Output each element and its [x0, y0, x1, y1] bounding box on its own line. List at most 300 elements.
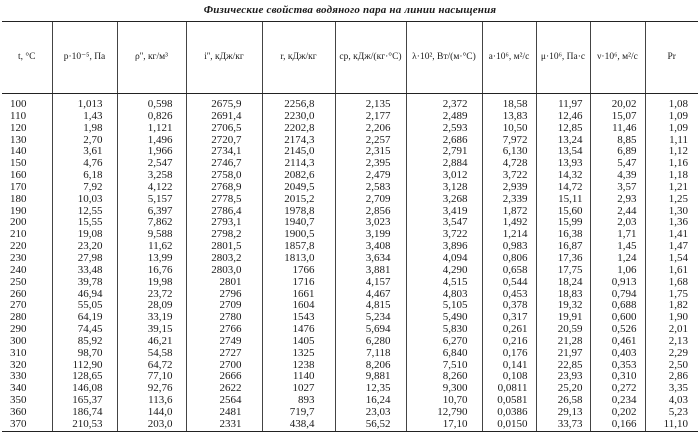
table-cell: 22,85	[557, 358, 583, 371]
column-enthalpy	[186, 94, 262, 432]
table-cell: 360	[10, 405, 27, 418]
table-cell: 23,93	[557, 370, 583, 383]
table-cell: 0,0150	[497, 417, 528, 430]
table-cell: 7,972	[502, 133, 528, 146]
table-cell: 74,45	[77, 323, 103, 336]
table-cell: 2709	[219, 299, 242, 312]
table-cell: 2,856	[365, 204, 391, 217]
table-cell: 6,840	[442, 346, 468, 359]
table-cell: 14,32	[557, 169, 583, 182]
table-cell: 13,99	[147, 251, 173, 264]
table-cell: 2174,3	[284, 133, 315, 146]
table-cell: 2,03	[617, 216, 637, 229]
table-cell: 2666	[219, 370, 242, 383]
table-cell: 12,46	[557, 109, 583, 122]
table-cell: 1,08	[668, 98, 688, 110]
table-cell: 128,65	[72, 370, 103, 383]
table-cell: 3,199	[365, 228, 391, 241]
table-cell: 0,403	[611, 346, 637, 359]
table-cell: 98,70	[77, 346, 103, 359]
table-cell: 2796	[219, 287, 242, 300]
table-cell: 2,372	[442, 98, 468, 110]
table-cell: 2700	[219, 358, 242, 371]
table-cell: 64,19	[77, 311, 103, 324]
table-cell: 2,93	[617, 192, 637, 205]
table-cell: 2,479	[365, 169, 391, 182]
table-cell: 2801,5	[211, 240, 242, 253]
table-cell: 8,206	[365, 358, 391, 371]
table-cell: 4,03	[668, 394, 688, 407]
table-cell: 2675,9	[211, 98, 242, 110]
table-cell: 11,46	[612, 121, 637, 134]
header-row	[2, 22, 698, 94]
table-cell: 12,55	[77, 204, 103, 217]
table-cell: 18,58	[502, 98, 528, 110]
table-cell: 2256,8	[284, 98, 315, 110]
table-cell: 4,728	[502, 157, 528, 170]
header-prandtl: Pr	[645, 22, 698, 94]
table-cell: 2,29	[668, 346, 688, 359]
table-cell: 3,023	[365, 216, 391, 229]
table-cell: 0,453	[502, 287, 528, 300]
column-pressure	[52, 94, 117, 432]
column-t	[2, 94, 52, 432]
table-cell: 2786,4	[211, 204, 242, 217]
table-cell: 1,24	[617, 251, 637, 264]
table-cell: 6,280	[365, 334, 391, 347]
table-cell: 340	[10, 382, 27, 395]
table-cell: 210,53	[72, 417, 103, 430]
table-cell: 3,128	[442, 180, 468, 193]
column-dynamic-viscosity	[536, 94, 590, 432]
table-cell: 1,68	[668, 275, 688, 288]
table-cell: 200	[10, 216, 27, 229]
table-cell: 130	[10, 133, 27, 146]
table-cell: 19,91	[557, 311, 583, 324]
table-cell: 16,87	[557, 240, 583, 253]
table-cell: 0,598	[147, 98, 173, 110]
table-cell: 92,76	[147, 382, 173, 395]
table-cell: 19,32	[557, 299, 583, 312]
table-cell: 2049,5	[284, 180, 315, 193]
column-conductivity	[406, 94, 482, 432]
table-cell: 56,52	[365, 417, 391, 430]
table-cell: 7,118	[366, 346, 391, 359]
table-cell: 4,39	[617, 169, 637, 182]
table-cell: 26,58	[557, 394, 583, 407]
table-cell: 5,105	[442, 299, 468, 312]
table-cell: 5,157	[147, 192, 173, 205]
table-cell: 3,61	[83, 145, 103, 158]
table-cell: 1140	[292, 370, 315, 383]
table-cell: 16,38	[557, 228, 583, 241]
column-density	[117, 94, 186, 432]
table-cell: 110	[10, 109, 27, 122]
table-cell: 0,826	[147, 109, 173, 122]
table-cell: 2,339	[502, 192, 528, 205]
table-cell: 33,73	[557, 417, 583, 430]
header-conductivity: λ·10², Вт/(м·°С)	[406, 22, 482, 94]
table-cell: 64,72	[147, 358, 173, 371]
table-cell: 25,20	[557, 382, 583, 395]
column-kinematic-viscosity	[590, 94, 645, 432]
table-cell: 17,10	[442, 417, 468, 430]
table-cell: 0,913	[611, 275, 637, 288]
table-cell: 11,97	[558, 98, 583, 110]
table-cell: 0,166	[611, 417, 637, 430]
table-cell: 2758,0	[211, 169, 242, 182]
table-cell: 1,121	[147, 121, 173, 134]
table-cell: 2780	[219, 311, 242, 324]
table-cell: 1,61	[668, 263, 688, 276]
table-cell: 1716	[292, 275, 315, 288]
table-cell: 15,99	[557, 216, 583, 229]
table-cell: 1604	[292, 299, 315, 312]
table-cell: 0,176	[502, 346, 528, 359]
table-cell: 1900,5	[284, 228, 315, 241]
table-cell: 170	[10, 180, 27, 193]
table-cell: 2,13	[668, 334, 688, 347]
table-cell: 85,92	[77, 334, 103, 347]
table-cell: 1,872	[502, 204, 528, 217]
table-cell: 2,583	[365, 180, 391, 193]
table-cell: 7,92	[83, 180, 103, 193]
table-cell: 13,24	[557, 133, 583, 146]
table-cell: 21,28	[557, 334, 583, 347]
table-cell: 12,790	[437, 405, 468, 418]
table-cell: 1543	[292, 311, 315, 324]
table-cell: 11,10	[663, 417, 688, 430]
table-cell: 2,50	[668, 358, 688, 371]
table-cell: 28,09	[147, 299, 173, 312]
header-diffusivity: a·10⁶, м²/с	[482, 22, 536, 94]
table-cell: 2,315	[365, 145, 391, 158]
table-cell: 2015,2	[284, 192, 315, 205]
table-cell: 1,966	[147, 145, 173, 158]
table-cell: 5,490	[442, 311, 468, 324]
table-cell: 2803,2	[211, 251, 242, 264]
table-cell: 2,547	[147, 157, 173, 170]
table-cell: 1661	[292, 287, 315, 300]
table-cell: 3,419	[442, 204, 468, 217]
table-cell: 113,6	[148, 394, 173, 407]
table-cell: 54,58	[147, 346, 173, 359]
table-cell: 39,78	[77, 275, 103, 288]
table-cell: 1,98	[83, 121, 103, 134]
table-cell: 6,270	[442, 334, 468, 347]
table-cell: 310	[10, 346, 27, 359]
table-cell: 2801	[219, 275, 242, 288]
table-cell: 2145,0	[284, 145, 315, 158]
table-title: Физические свойства водяного пара на линии насыщения	[203, 4, 497, 16]
table-cell: 33,19	[147, 311, 173, 324]
table-cell: 17,75	[557, 263, 583, 276]
table-cell: 23,72	[147, 287, 173, 300]
table-cell: 2,135	[365, 98, 391, 110]
table-cell: 144,0	[147, 405, 173, 418]
table-cell: 2082,6	[284, 169, 315, 182]
table-cell: 2114,3	[284, 157, 315, 170]
header-specific-heat: cp, кДж/(кг·°С)	[335, 22, 406, 94]
table-cell: 2564	[219, 394, 242, 407]
table-cell: 1,82	[668, 299, 688, 312]
table-cell: 2,709	[365, 192, 391, 205]
table-cell: 165,37	[72, 394, 103, 407]
table-cell: 6,18	[83, 169, 103, 182]
table-cell: 1940,7	[284, 216, 315, 229]
table-cell: 893	[298, 394, 315, 407]
table-cell: 15,07	[611, 109, 637, 122]
table-cell: 1325	[292, 346, 315, 359]
table-cell: 3,722	[502, 169, 528, 182]
table-cell: 13,54	[557, 145, 583, 158]
table-cell: 160	[10, 169, 27, 182]
table-cell: 320	[10, 358, 27, 371]
table-cell: 0,108	[502, 370, 528, 383]
table-cell: 4,290	[442, 263, 468, 276]
table-cell: 2778,5	[211, 192, 242, 205]
table-cell: 23,03	[365, 405, 391, 418]
table-cell: 0,141	[502, 358, 528, 371]
table-cell: 370	[10, 417, 27, 430]
table-cell: 4,122	[147, 180, 173, 193]
table-cell: 29,13	[557, 405, 583, 418]
table-cell: 1476	[292, 323, 315, 336]
table-cell: 6,89	[617, 145, 637, 158]
table-cell: 21,97	[557, 346, 583, 359]
table-cell: 4,803	[442, 287, 468, 300]
table-cell: 1,214	[502, 228, 528, 241]
table-cell: 240	[10, 263, 27, 276]
table-cell: 1027	[292, 382, 315, 395]
table-cell: 2331	[219, 417, 242, 430]
column-prandtl	[645, 94, 698, 432]
table-cell: 438,4	[289, 417, 315, 430]
table-cell: 1,492	[502, 216, 528, 229]
table-cell: 2798,2	[211, 228, 242, 241]
table-cell: 12,35	[365, 382, 391, 395]
table-cell: 1,013	[77, 98, 103, 110]
table-cell: 250	[10, 275, 27, 288]
column-diffusivity	[482, 94, 536, 432]
table-cell: 1,54	[668, 251, 688, 264]
table-cell: 112,90	[72, 358, 103, 371]
table-cell: 5,47	[617, 157, 637, 170]
table-cell: 220	[10, 240, 27, 253]
table-cell: 10,50	[502, 121, 528, 134]
table-cell: 4,815	[365, 299, 391, 312]
header-dynamic-viscosity: μ·10⁶, Па·с	[536, 22, 590, 94]
table-cell: 140	[10, 145, 27, 158]
table-cell: 2,686	[442, 133, 468, 146]
table-cell: 1,25	[668, 192, 688, 205]
table-cell: 300	[10, 334, 27, 347]
table-cell: 7,862	[147, 216, 173, 229]
table-cell: 1238	[292, 358, 315, 371]
table-cell: 5,234	[365, 311, 391, 324]
table-cell: 3,634	[365, 251, 391, 264]
table-cell: 2,395	[365, 157, 391, 170]
table-cell: 2,44	[617, 204, 637, 217]
table-cell: 3,268	[442, 192, 468, 205]
column-latent-heat	[262, 94, 335, 432]
table-cell: 6,130	[502, 145, 528, 158]
table-cell: 270	[10, 299, 27, 312]
table-cell: 2,884	[442, 157, 468, 170]
table-cell: 2,257	[365, 133, 391, 146]
table-cell: 280	[10, 311, 27, 324]
table-cell: 23,20	[77, 240, 103, 253]
table-cell: 1,71	[617, 228, 637, 241]
table-cell: 1,18	[668, 169, 688, 182]
table-cell: 0,234	[611, 394, 637, 407]
table-cell: 1,41	[668, 228, 688, 241]
table-cell: 77,10	[147, 370, 173, 383]
table-cell: 2,489	[442, 109, 468, 122]
table-cell: 2766	[219, 323, 242, 336]
table-cell: 0,806	[502, 251, 528, 264]
table-cell: 1,36	[668, 216, 688, 229]
table-cell: 2803,0	[211, 263, 242, 276]
header-pressure: p·10⁻⁵, Па	[52, 22, 117, 94]
table-cell: 10,70	[442, 394, 468, 407]
table-cell: 1,75	[668, 287, 688, 300]
header-density: ρ'', кг/м³	[117, 22, 186, 94]
table-cell: 0,353	[611, 358, 637, 371]
table-cell: 2734,1	[211, 145, 242, 158]
table-cell: 0,544	[502, 275, 528, 288]
table-cell: 18,83	[557, 287, 583, 300]
table-cell: 46,94	[77, 287, 103, 300]
table-cell: 0,317	[502, 311, 528, 324]
table-cell: 9,881	[365, 370, 391, 383]
table-cell: 17,36	[557, 251, 583, 264]
table-cell: 11,62	[148, 240, 173, 253]
table-cell: 1405	[292, 334, 315, 347]
table-cell: 180	[10, 192, 27, 205]
table-cell: 1,30	[668, 204, 688, 217]
table-cell: 0,378	[502, 299, 528, 312]
table-cell: 1,90	[668, 311, 688, 324]
table-cell: 350	[10, 394, 27, 407]
table-cell: 2481	[219, 405, 242, 418]
table-cell: 210	[10, 228, 27, 241]
table-cell: 3,896	[442, 240, 468, 253]
table-cell: 7,510	[442, 358, 468, 371]
table-cell: 4,157	[365, 275, 391, 288]
table-cell: 230	[10, 251, 27, 264]
table-cell: 190	[10, 204, 27, 217]
table-cell: 20,02	[611, 98, 637, 110]
table-cell: 1,47	[668, 240, 688, 253]
table-cell: 19,98	[147, 275, 173, 288]
column-specific-heat	[335, 94, 406, 432]
steam-properties-table	[2, 21, 698, 432]
table-cell: 18,24	[557, 275, 583, 288]
table-cell: 0,526	[611, 323, 637, 336]
table-cell: 203,0	[147, 417, 173, 430]
table-cell: 33,48	[77, 263, 103, 276]
table-cell: 2,939	[502, 180, 528, 193]
table-cell: 2768,9	[211, 180, 242, 193]
table-cell: 2,177	[365, 109, 391, 122]
table-cell: 3,547	[442, 216, 468, 229]
table-cell: 3,012	[442, 169, 468, 182]
table-cell: 1,11	[669, 133, 688, 146]
table-cell: 719,7	[289, 405, 315, 418]
table-cell: 19,08	[77, 228, 103, 241]
table-cell: 2706,5	[211, 121, 242, 134]
table-cell: 2793,1	[211, 216, 242, 229]
table-cell: 290	[10, 323, 27, 336]
table-cell: 20,59	[557, 323, 583, 336]
table-cell: 10,03	[77, 192, 103, 205]
table-cell: 46,21	[147, 334, 173, 347]
table-cell: 4,094	[442, 251, 468, 264]
table-cell: 1,09	[668, 109, 688, 122]
table-cell: 2,206	[365, 121, 391, 134]
header-t: t, °C	[2, 22, 52, 94]
table-cell: 16,76	[147, 263, 173, 276]
table-cell: 15,11	[558, 192, 583, 205]
table-cell: 0,600	[611, 311, 637, 324]
table-cell: 0,202	[611, 405, 637, 418]
table-cell: 0,794	[611, 287, 637, 300]
table-cell: 5,23	[668, 405, 688, 418]
table-cell: 9,588	[147, 228, 173, 241]
table-cell: 4,515	[442, 275, 468, 288]
table-cell: 5,694	[365, 323, 391, 336]
table-cell: 1,06	[617, 263, 637, 276]
table-cell: 120	[10, 121, 27, 134]
table-cell: 0,983	[502, 240, 528, 253]
table-cell: 0,216	[502, 334, 528, 347]
table-cell: 15,60	[557, 204, 583, 217]
table-cell: 1978,8	[284, 204, 315, 217]
table-cell: 1,21	[668, 180, 688, 193]
table-cell: 3,35	[668, 382, 688, 395]
header-enthalpy: i'', кДж/кг	[186, 22, 262, 94]
header-latent-heat: r, кДж/кг	[262, 22, 335, 94]
table-cell: 0,261	[502, 323, 528, 336]
table-cell: 12,85	[557, 121, 583, 134]
table-cell: 2,86	[668, 370, 688, 383]
table-cell: 3,722	[442, 228, 468, 241]
table-cell: 1,43	[83, 109, 103, 122]
table-cell: 146,08	[72, 382, 103, 395]
table-cell: 2,593	[442, 121, 468, 134]
table-cell: 14,72	[557, 180, 583, 193]
table-cell: 1766	[292, 263, 315, 276]
table-cell: 9,300	[442, 382, 468, 395]
table-cell: 2749	[219, 334, 242, 347]
table-cell: 3,408	[365, 240, 391, 253]
table-cell: 13,93	[557, 157, 583, 170]
table-cell: 4,76	[83, 157, 103, 170]
table-cell: 2230,0	[284, 109, 315, 122]
table-cell: 0,0811	[497, 382, 528, 395]
table-cell: 13,83	[502, 109, 528, 122]
table-cell: 0,461	[611, 334, 637, 347]
header-kinematic-viscosity: ν·10⁶, м²/с	[590, 22, 645, 94]
table-cell: 2746,7	[211, 157, 242, 170]
table-cell: 8,260	[442, 370, 468, 383]
table-cell: 55,05	[77, 299, 103, 312]
table-cell: 0,0386	[497, 405, 528, 418]
table-cell: 3,881	[365, 263, 391, 276]
data-row	[2, 94, 698, 432]
table-cell: 0,272	[611, 382, 637, 395]
